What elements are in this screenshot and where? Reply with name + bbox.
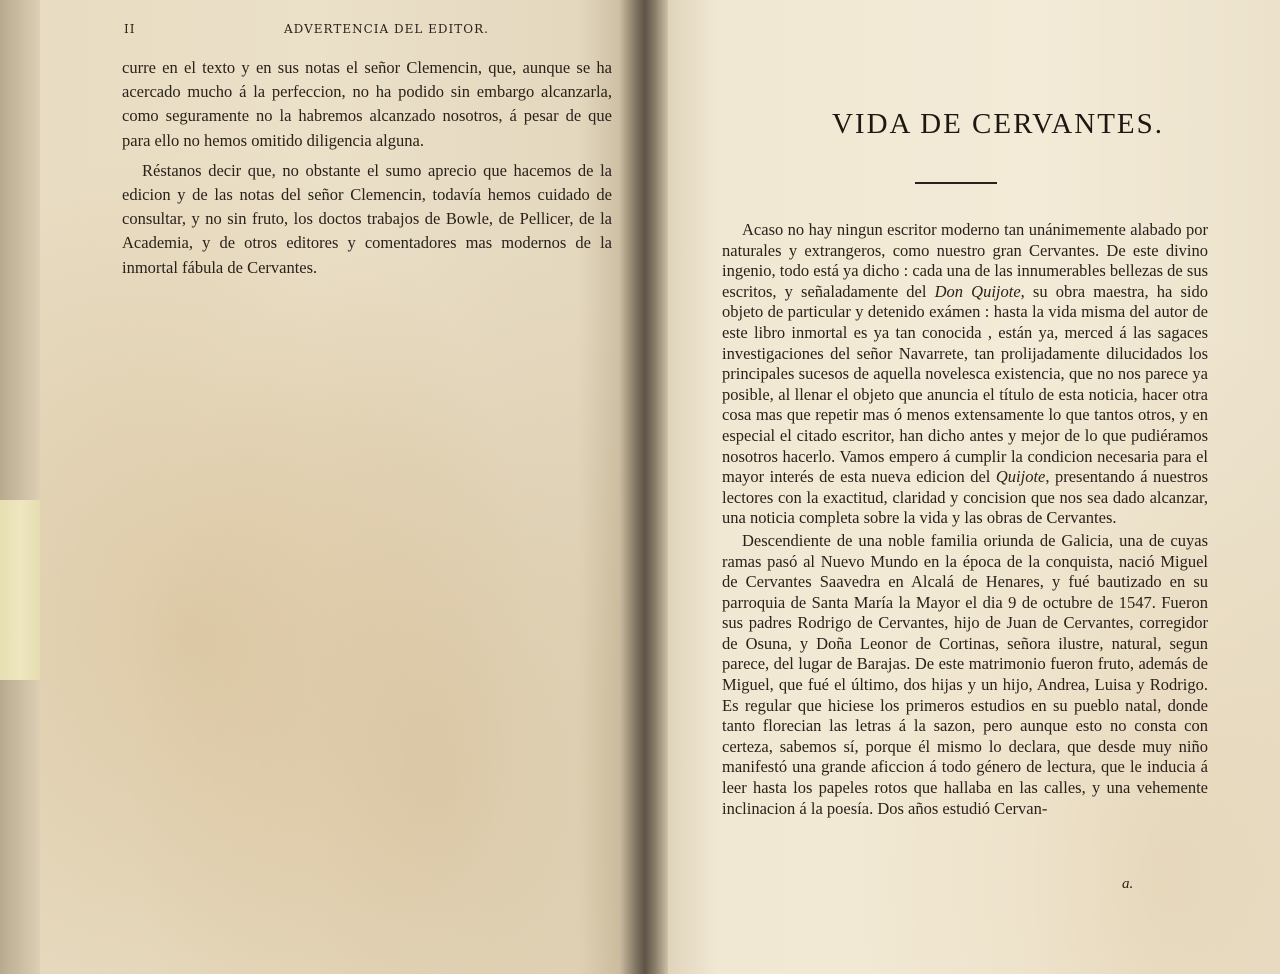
left-page: [0, 0, 628, 974]
text-run: , su obra maestra, ha sido objeto de particular y detenido exámen : hasta la vida misma del autor de este libro inmortal es ya tan conocida , están ya, merced á las sagaces investigaciones del señor Navarrete, tan prolijadamente dilucidados los principales sucesos de aquella novelesca existencia, que no nos parece ya posible, al llenar el objeto que anuncia el título de esta noticia, hacer otra cosa mas que repetir mas ó menos extensamente lo que tantos otros, y en especial el citado escritor, han dicho antes y mejor de lo que pudiéramos nosotros hacerlo. Vamos empero á cumplir la condicion necesaria para el mayor interés de esta nueva edicion del: [722, 281, 1208, 487]
page-edge: [0, 0, 40, 974]
left-paragraph-2: Réstanos decir que, no obstante el sumo aprecio que hacemos de la edicion y de las notas del señor Clemencin, todavía hemos cuidado de consultar, y no sin fruto, los doctos trabajos de Bowle, de Pellicer, de la Academia, y de otros editores y comentadores mas modernos de la inmortal fábula de Cervantes.: [122, 160, 612, 277]
italic-title-quijote: Quijote: [995, 467, 1046, 487]
left-page-text: [122, 56, 612, 280]
left-paragraph-1: curre en el texto y en sus notas el señor Clemencin, que, aunque se ha acercado mucho á la perfeccion, no ha podido sin embargo alcanzarla, como seguramente no la habremos alcanzado nosotros, á pesar de que para ello no hemos omitido diligencia alguna.: [122, 58, 612, 150]
italic-title-don-quijote: Don Quijote: [934, 281, 1021, 301]
right-page-text: [722, 220, 1208, 819]
running-head-title: ADVERTENCIA DEL EDITOR.: [284, 22, 489, 36]
page-stain: [0, 500, 40, 680]
page-number: II: [124, 22, 136, 36]
right-page: [668, 0, 1280, 974]
text-run: , presentando á nuestros lectores con la exactitud, claridad y concision que nos sea dado alcanzar, una noticia completa sobre la vida y las obras de Cervantes.: [722, 467, 1208, 528]
right-paragraph-1: [722, 220, 1208, 529]
right-paragraph-2: Descendiente de una noble familia oriunda de Galicia, una de cuyas ramas pasó al Nuevo Mundo en la época de la conquista, nació Miguel de Cervantes Saavedra en Alcalá de Henares, y fué bautizado en su parroquia de Santa María la Mayor el dia 9 de octubre de 1547. Fueron sus padres Rodrigo de Cervantes, hijo de Juan de Cervantes, corregidor de Osuna, y Doña Leonor de Cortinas, señora ilustre, natural, segun parece, del lugar de Barajas. De este matrimonio fueron fruto, además de Miguel, que fué el último, dos hijas y un hijo, Andrea, Luisa y Rodrigo. Es regular que hiciese los primeros estudios en su pueblo natal, donde tanto florecian las letras á la sazon, pero aunque esto no consta con certeza, sabemos sí, porque él mismo lo declara, que desde muy niño manifestó una grande aficcion á todo género de lectura, que le inducia á leer hasta los papeles rotos que hallaba en las calles, y una vehemente inclinacion á la poesía. Dos años estudió Cervan-: [722, 530, 1208, 818]
chapter-title: VIDA DE CERVANTES.: [831, 108, 1165, 140]
title-rule: [915, 182, 997, 184]
signature-mark: a.: [1122, 876, 1134, 892]
book-gutter: [620, 0, 670, 974]
text-run: Acaso no hay ningun escritor moderno tan unánimemente alabado por naturales y extrangeros, como nuestro gran Cervantes. De este divino ingenio, todo está ya dicho : cada una de las innumerables bellezas de sus escritos, y señaladamente del: [722, 220, 1208, 301]
